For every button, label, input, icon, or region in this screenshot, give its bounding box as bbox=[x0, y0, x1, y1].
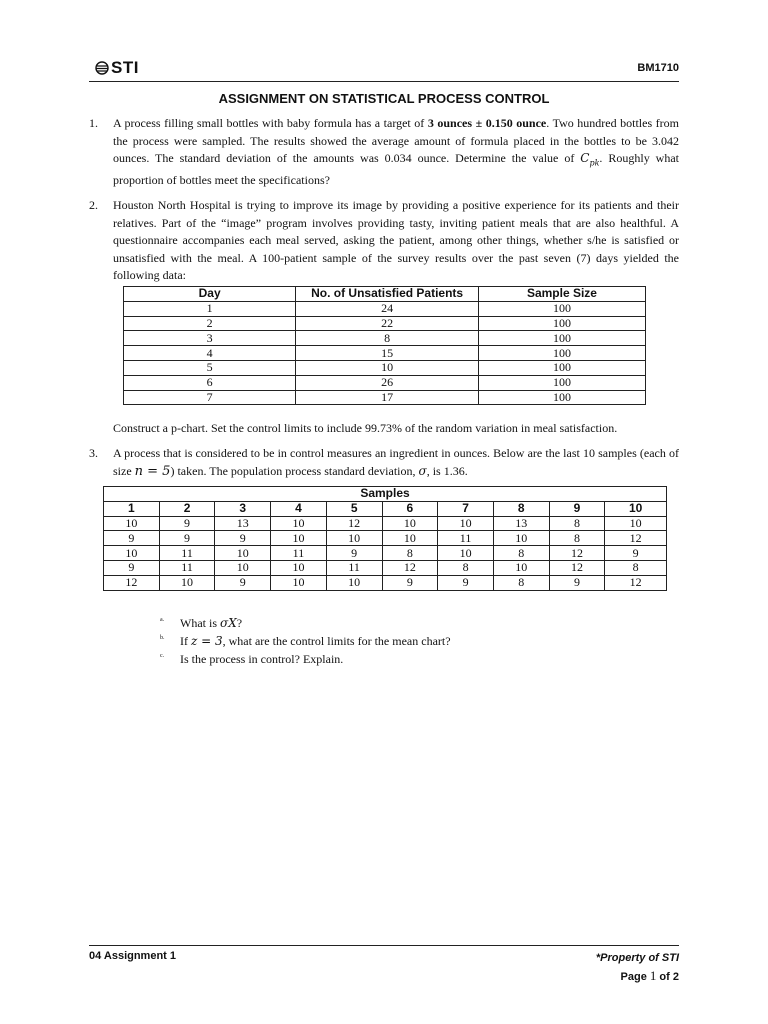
question-1 bbox=[89, 115, 679, 189]
table-caption-row bbox=[104, 487, 667, 502]
table-cell: 12 bbox=[104, 575, 160, 590]
table-cell: 13 bbox=[215, 516, 271, 531]
patient-survey-table bbox=[123, 286, 646, 405]
column-header: 3 bbox=[215, 501, 271, 516]
table-cell: 10 bbox=[326, 531, 382, 546]
table-row bbox=[124, 301, 646, 316]
column-header: 1 bbox=[104, 501, 160, 516]
table-cell: 9 bbox=[326, 546, 382, 561]
document-code: BM1710 bbox=[637, 62, 679, 74]
page-header bbox=[89, 58, 679, 82]
table-cell: 11 bbox=[271, 546, 327, 561]
footer-right bbox=[596, 950, 679, 986]
table-cell: 15 bbox=[296, 346, 479, 361]
text-run: A process filling small bottles with baby formula has a target of bbox=[113, 116, 428, 130]
math-expression: z = 3 bbox=[191, 634, 223, 648]
table-cell: 10 bbox=[605, 516, 667, 531]
text-run: ) taken. The population process standard deviation, bbox=[170, 463, 419, 478]
samples-table bbox=[103, 486, 667, 591]
table-row bbox=[124, 360, 646, 375]
table-cell: 10 bbox=[271, 531, 327, 546]
table-cell: 12 bbox=[605, 531, 667, 546]
table-cell: 12 bbox=[326, 516, 382, 531]
sub-question-text: , what are the control limits for the mean chart? bbox=[222, 634, 451, 648]
sub-question-label: a. bbox=[160, 617, 165, 623]
sub-question-label: b. bbox=[160, 635, 165, 641]
table-cell: 10 bbox=[104, 516, 160, 531]
table-cell: 4 bbox=[124, 346, 296, 361]
table-cell: 100 bbox=[478, 301, 645, 316]
table-cell: 12 bbox=[382, 560, 438, 575]
question-text bbox=[113, 115, 679, 189]
table-cell: 8 bbox=[382, 546, 438, 561]
table-cell: 1 bbox=[124, 301, 296, 316]
table-cell: 9 bbox=[159, 531, 215, 546]
table-row bbox=[124, 375, 646, 390]
table-cell: 11 bbox=[326, 560, 382, 575]
table-cell: 9 bbox=[159, 516, 215, 531]
page-number: Page 1 of 2 bbox=[620, 968, 679, 983]
table-cell: 8 bbox=[549, 516, 605, 531]
cpk-symbol: $C_{pk}$ bbox=[580, 151, 600, 168]
table-cell: 8 bbox=[605, 560, 667, 575]
table-cell: 10 bbox=[271, 560, 327, 575]
sub-question bbox=[160, 650, 451, 668]
samples-caption: Samples bbox=[104, 487, 667, 502]
property-notice: *Property of STI bbox=[595, 952, 679, 964]
table-cell: 8 bbox=[493, 546, 549, 561]
table-cell: 11 bbox=[438, 531, 494, 546]
footer-divider bbox=[89, 945, 679, 946]
table-row bbox=[124, 390, 646, 405]
table-cell: 10 bbox=[382, 531, 438, 546]
table-cell: 10 bbox=[296, 360, 479, 375]
table-cell: 24 bbox=[296, 301, 479, 316]
table-cell: 8 bbox=[438, 560, 494, 575]
table-cell: 10 bbox=[438, 516, 494, 531]
footer-assignment-label: 04 Assignment 1 bbox=[89, 950, 177, 962]
table-cell: 9 bbox=[215, 531, 271, 546]
table-cell: 10 bbox=[215, 546, 271, 561]
table-cell: 7 bbox=[124, 390, 296, 405]
table-cell: 10 bbox=[215, 560, 271, 575]
table-row bbox=[124, 346, 646, 361]
table-header-row bbox=[124, 287, 646, 302]
table-cell: 9 bbox=[549, 575, 605, 590]
p-chart-instruction: Construct a p-chart. Set the control limits to include 99.73% of the random variation in meal satisfaction. bbox=[113, 421, 618, 435]
table-cell: 9 bbox=[104, 531, 160, 546]
header-divider bbox=[89, 81, 679, 82]
table-cell: 11 bbox=[159, 560, 215, 575]
question-number: 1. bbox=[89, 116, 98, 130]
table-cell: 5 bbox=[124, 360, 296, 375]
table-cell: 10 bbox=[104, 546, 160, 561]
table-row bbox=[104, 516, 667, 531]
column-header: 6 bbox=[382, 501, 438, 516]
sub-question-text: What is bbox=[180, 616, 220, 630]
sub-question bbox=[160, 614, 451, 632]
column-header: 8 bbox=[493, 501, 549, 516]
table-cell: 9 bbox=[215, 575, 271, 590]
table-cell: 12 bbox=[549, 546, 605, 561]
math-expression: σX bbox=[220, 616, 237, 630]
table-cell: 100 bbox=[478, 346, 645, 361]
table-cell: 9 bbox=[605, 546, 667, 561]
question-3 bbox=[89, 445, 679, 480]
table-cell: 8 bbox=[493, 575, 549, 590]
sample-size-expression: n = 5 bbox=[134, 463, 171, 479]
column-header: Sample Size bbox=[478, 287, 645, 302]
table-cell: 8 bbox=[296, 331, 479, 346]
question-text bbox=[113, 445, 679, 480]
column-header: No. of Unsatisfied Patients bbox=[296, 287, 479, 302]
table-cell: 12 bbox=[605, 575, 667, 590]
table-cell: 9 bbox=[382, 575, 438, 590]
table-row bbox=[124, 331, 646, 346]
table-cell: 8 bbox=[549, 531, 605, 546]
table-cell: 100 bbox=[478, 375, 645, 390]
page-title: ASSIGNMENT ON STATISTICAL PROCESS CONTROL bbox=[218, 91, 550, 106]
table-cell: 9 bbox=[104, 560, 160, 575]
table-cell: 9 bbox=[438, 575, 494, 590]
text-run: . Two hundred bottles from the process were sampled. The results showed the average amount of formula placed in the bottles to be 3.042 ounces. The standard deviation of the amounts was 0.034 ounce. Determine the value of bbox=[113, 116, 679, 165]
table-cell: 10 bbox=[326, 575, 382, 590]
table-row bbox=[104, 575, 667, 590]
table-cell: 10 bbox=[493, 531, 549, 546]
column-header: 10 bbox=[605, 501, 667, 516]
sub-question-text: Is the process in control? Explain. bbox=[180, 652, 344, 666]
sti-logo bbox=[95, 58, 139, 78]
table-cell: 3 bbox=[124, 331, 296, 346]
column-header: 4 bbox=[271, 501, 327, 516]
table-cell: 22 bbox=[296, 316, 479, 331]
sub-question-label: c. bbox=[160, 653, 165, 659]
question-2 bbox=[89, 197, 679, 285]
column-header: 5 bbox=[326, 501, 382, 516]
target-spec: 3 ounces ± 0.150 ounce bbox=[427, 116, 547, 130]
table-cell: 11 bbox=[159, 546, 215, 561]
sub-question-text: If bbox=[180, 634, 191, 648]
table-cell: 100 bbox=[478, 331, 645, 346]
column-header: Day bbox=[124, 287, 296, 302]
sub-question-text: ? bbox=[236, 616, 243, 630]
table-row bbox=[104, 531, 667, 546]
table-cell: 2 bbox=[124, 316, 296, 331]
question-number: 3. bbox=[89, 446, 98, 460]
column-header: 2 bbox=[159, 501, 215, 516]
table-cell: 13 bbox=[493, 516, 549, 531]
table-cell: 12 bbox=[549, 560, 605, 575]
table-cell: 100 bbox=[478, 316, 645, 331]
sti-logo-icon bbox=[95, 61, 109, 75]
text-run: , is 1.36. bbox=[426, 463, 468, 478]
table-header-row bbox=[104, 501, 667, 516]
table-cell: 26 bbox=[296, 375, 479, 390]
column-header: 9 bbox=[549, 501, 605, 516]
table-cell: 17 bbox=[296, 390, 479, 405]
table-cell: 100 bbox=[478, 390, 645, 405]
table-cell: 100 bbox=[478, 360, 645, 375]
table-cell: 10 bbox=[382, 516, 438, 531]
sub-questions bbox=[160, 614, 451, 668]
text-run: A process that is considered to be in control measures an ingredient in ounces. Below are the last 10 samples (each of size bbox=[113, 446, 679, 478]
table-cell: 6 bbox=[124, 375, 296, 390]
table-cell: 10 bbox=[271, 575, 327, 590]
logo-text: STI bbox=[111, 58, 139, 77]
table-cell: 10 bbox=[438, 546, 494, 561]
table-row bbox=[104, 546, 667, 561]
column-header: 7 bbox=[438, 501, 494, 516]
table-cell: 10 bbox=[159, 575, 215, 590]
table-row bbox=[104, 560, 667, 575]
question-number: 2. bbox=[89, 198, 98, 212]
sub-question bbox=[160, 632, 451, 650]
table-row bbox=[124, 316, 646, 331]
text-run: . Roughly what proportion of bottles meet the specifications? bbox=[113, 151, 679, 187]
sigma-symbol: σ bbox=[418, 463, 427, 478]
question-text: Houston North Hospital is trying to improve its image by providing a positive experience for its patients and their relatives. Part of the “image” program involves providing tasty, inviting patient meals that are also healthful. A questionnaire accompanies each meal served, asking the patient, among other things, whether s/he is satisfied or unsatisfied with the meal. A 100-patient sample of the survey results over the past seven (7) days yielded the following data: bbox=[113, 198, 679, 282]
table-cell: 10 bbox=[271, 516, 327, 531]
table-cell: 10 bbox=[493, 560, 549, 575]
